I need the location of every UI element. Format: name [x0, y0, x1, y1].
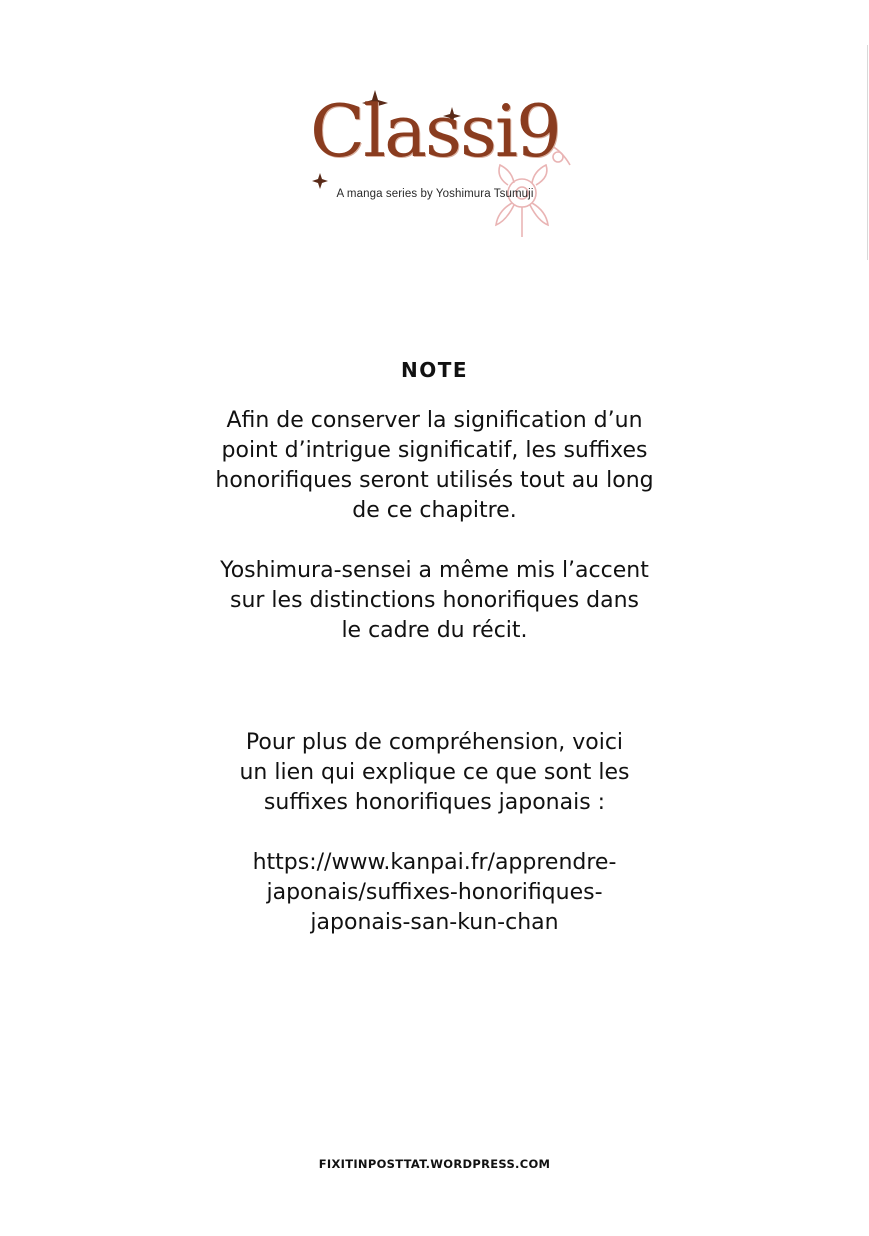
text-line: de ce chapitre.: [352, 498, 517, 523]
text-line: suffixes honorifiques japonais :: [263, 790, 606, 815]
text-line: Pour plus de compréhension, voici: [245, 730, 624, 755]
link-line[interactable]: japonais-san-kun-chan: [310, 910, 559, 935]
note-paragraph-suffixes: [0, 406, 869, 526]
text-line: le cadre du récit.: [341, 618, 528, 643]
footer-site: FIXITINPOSTTAT.WORDPRESS.COM: [318, 1157, 551, 1171]
text-line: point d’intrigue significatif, les suffixes: [221, 438, 648, 463]
series-logo: [300, 85, 580, 245]
logo-title: Classi9: [310, 89, 560, 173]
logo-subtitle: A manga series by Yoshimura Tsumuji: [336, 188, 534, 200]
page-edge-divider: [867, 45, 868, 260]
note-paragraph-author: [0, 556, 869, 646]
text-line: sur les distinctions honorifiques dans: [229, 588, 640, 613]
text-line: honorifiques seront utilisés tout au long: [215, 468, 654, 493]
link-line[interactable]: japonais/suffixes-honorifiques-: [266, 880, 603, 905]
link-line[interactable]: https://www.kanpai.fr/apprendre-: [252, 850, 617, 875]
note-paragraph-link-intro: [0, 728, 869, 818]
note-title: NOTE: [400, 358, 469, 382]
text-line: Afin de conserver la signification d’un: [226, 408, 643, 433]
reference-link[interactable]: [0, 848, 869, 938]
text-line: Yoshimura-sensei a même mis l’accent: [220, 558, 649, 583]
text-line: un lien qui explique ce que sont les: [239, 760, 630, 785]
